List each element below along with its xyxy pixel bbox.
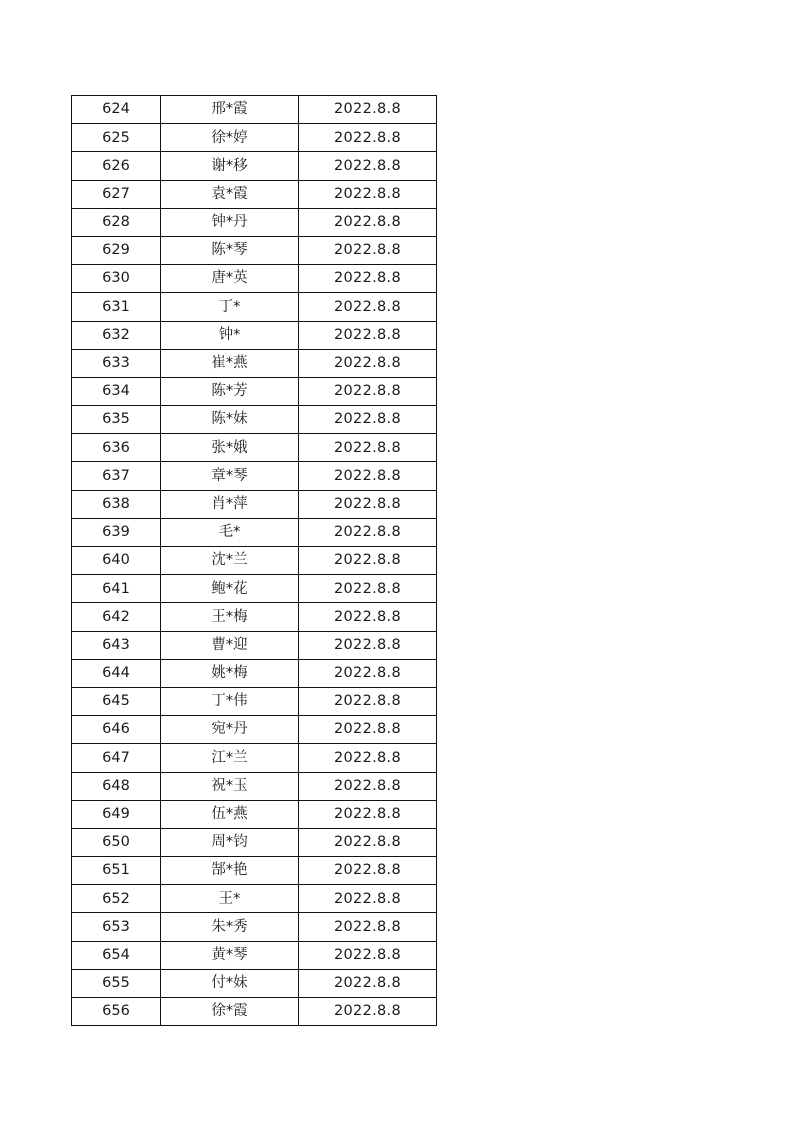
date-cell: 2022.8.8 (299, 124, 437, 152)
date-cell: 2022.8.8 (299, 800, 437, 828)
row-number-cell: 645 (72, 687, 161, 715)
row-number-cell: 632 (72, 321, 161, 349)
table-row (72, 152, 437, 180)
date-cell: 2022.8.8 (299, 180, 437, 208)
name-cell: 邢*霞 (161, 96, 299, 124)
row-number-cell: 629 (72, 236, 161, 264)
name-cell: 丁* (161, 293, 299, 321)
name-cell: 江*兰 (161, 744, 299, 772)
date-cell: 2022.8.8 (299, 152, 437, 180)
table-row (72, 321, 437, 349)
name-cell: 丁*伟 (161, 687, 299, 715)
table-row (72, 857, 437, 885)
name-cell: 徐*婷 (161, 124, 299, 152)
row-number-cell: 639 (72, 518, 161, 546)
table-row (72, 434, 437, 462)
name-cell: 毛* (161, 518, 299, 546)
date-cell: 2022.8.8 (299, 518, 437, 546)
name-cell: 陈*妹 (161, 406, 299, 434)
date-cell: 2022.8.8 (299, 575, 437, 603)
name-cell: 王* (161, 885, 299, 913)
date-cell: 2022.8.8 (299, 941, 437, 969)
date-cell: 2022.8.8 (299, 913, 437, 941)
row-number-cell: 628 (72, 208, 161, 236)
table-row (72, 349, 437, 377)
row-number-cell: 643 (72, 631, 161, 659)
table-row (72, 406, 437, 434)
row-number-cell: 633 (72, 349, 161, 377)
name-cell: 肖*萍 (161, 490, 299, 518)
table-row (72, 575, 437, 603)
row-number-cell: 656 (72, 998, 161, 1026)
table-row (72, 716, 437, 744)
table-row (72, 96, 437, 124)
row-number-cell: 652 (72, 885, 161, 913)
row-number-cell: 636 (72, 434, 161, 462)
date-cell: 2022.8.8 (299, 547, 437, 575)
date-cell: 2022.8.8 (299, 603, 437, 631)
date-cell: 2022.8.8 (299, 293, 437, 321)
name-cell: 黄*琴 (161, 941, 299, 969)
table-row (72, 490, 437, 518)
row-number-cell: 627 (72, 180, 161, 208)
date-cell: 2022.8.8 (299, 828, 437, 856)
table-row (72, 885, 437, 913)
name-cell: 章*琴 (161, 462, 299, 490)
name-cell: 崔*燕 (161, 349, 299, 377)
table-row (72, 772, 437, 800)
row-number-cell: 630 (72, 265, 161, 293)
date-cell: 2022.8.8 (299, 744, 437, 772)
date-cell: 2022.8.8 (299, 96, 437, 124)
table-row (72, 180, 437, 208)
date-cell: 2022.8.8 (299, 490, 437, 518)
row-number-cell: 649 (72, 800, 161, 828)
name-cell: 郜*艳 (161, 857, 299, 885)
date-cell: 2022.8.8 (299, 377, 437, 405)
row-number-cell: 642 (72, 603, 161, 631)
name-cell: 朱*秀 (161, 913, 299, 941)
date-cell: 2022.8.8 (299, 321, 437, 349)
table-row (72, 603, 437, 631)
row-number-cell: 654 (72, 941, 161, 969)
name-cell: 陈*芳 (161, 377, 299, 405)
name-cell: 曹*迎 (161, 631, 299, 659)
row-number-cell: 646 (72, 716, 161, 744)
row-number-cell: 624 (72, 96, 161, 124)
row-number-cell: 647 (72, 744, 161, 772)
name-cell: 沈*兰 (161, 547, 299, 575)
row-number-cell: 641 (72, 575, 161, 603)
date-cell: 2022.8.8 (299, 998, 437, 1026)
row-number-cell: 625 (72, 124, 161, 152)
date-cell: 2022.8.8 (299, 857, 437, 885)
table-row (72, 124, 437, 152)
row-number-cell: 640 (72, 547, 161, 575)
table-row (72, 236, 437, 264)
date-cell: 2022.8.8 (299, 631, 437, 659)
name-cell: 钟*丹 (161, 208, 299, 236)
table-row (72, 377, 437, 405)
name-cell: 袁*霞 (161, 180, 299, 208)
date-cell: 2022.8.8 (299, 406, 437, 434)
date-cell: 2022.8.8 (299, 236, 437, 264)
date-cell: 2022.8.8 (299, 772, 437, 800)
row-number-cell: 634 (72, 377, 161, 405)
date-cell: 2022.8.8 (299, 462, 437, 490)
name-cell: 张*娥 (161, 434, 299, 462)
row-number-cell: 637 (72, 462, 161, 490)
name-cell: 祝*玉 (161, 772, 299, 800)
name-cell: 周*钧 (161, 828, 299, 856)
row-number-cell: 644 (72, 659, 161, 687)
name-cell: 钟* (161, 321, 299, 349)
name-cell: 鲍*花 (161, 575, 299, 603)
row-number-cell: 635 (72, 406, 161, 434)
name-cell: 徐*霞 (161, 998, 299, 1026)
table-row (72, 293, 437, 321)
name-cell: 付*妹 (161, 969, 299, 997)
name-cell: 姚*梅 (161, 659, 299, 687)
name-cell: 宛*丹 (161, 716, 299, 744)
table-row (72, 998, 437, 1026)
table-row (72, 828, 437, 856)
row-number-cell: 655 (72, 969, 161, 997)
date-cell: 2022.8.8 (299, 434, 437, 462)
roster-table-body (72, 96, 437, 1026)
row-number-cell: 653 (72, 913, 161, 941)
row-number-cell: 631 (72, 293, 161, 321)
date-cell: 2022.8.8 (299, 716, 437, 744)
name-cell: 陈*琴 (161, 236, 299, 264)
date-cell: 2022.8.8 (299, 885, 437, 913)
row-number-cell: 651 (72, 857, 161, 885)
row-number-cell: 626 (72, 152, 161, 180)
table-row (72, 631, 437, 659)
table-row (72, 913, 437, 941)
name-cell: 伍*燕 (161, 800, 299, 828)
table-row (72, 687, 437, 715)
table-row (72, 265, 437, 293)
date-cell: 2022.8.8 (299, 265, 437, 293)
date-cell: 2022.8.8 (299, 208, 437, 236)
table-row (72, 941, 437, 969)
roster-table (71, 95, 437, 1026)
name-cell: 王*梅 (161, 603, 299, 631)
table-row (72, 518, 437, 546)
row-number-cell: 638 (72, 490, 161, 518)
table-row (72, 969, 437, 997)
row-number-cell: 648 (72, 772, 161, 800)
table-row (72, 800, 437, 828)
date-cell: 2022.8.8 (299, 969, 437, 997)
date-cell: 2022.8.8 (299, 687, 437, 715)
table-row (72, 744, 437, 772)
table-row (72, 208, 437, 236)
table-row (72, 659, 437, 687)
date-cell: 2022.8.8 (299, 349, 437, 377)
table-row (72, 547, 437, 575)
name-cell: 唐*英 (161, 265, 299, 293)
table-row (72, 462, 437, 490)
row-number-cell: 650 (72, 828, 161, 856)
date-cell: 2022.8.8 (299, 659, 437, 687)
name-cell: 谢*移 (161, 152, 299, 180)
